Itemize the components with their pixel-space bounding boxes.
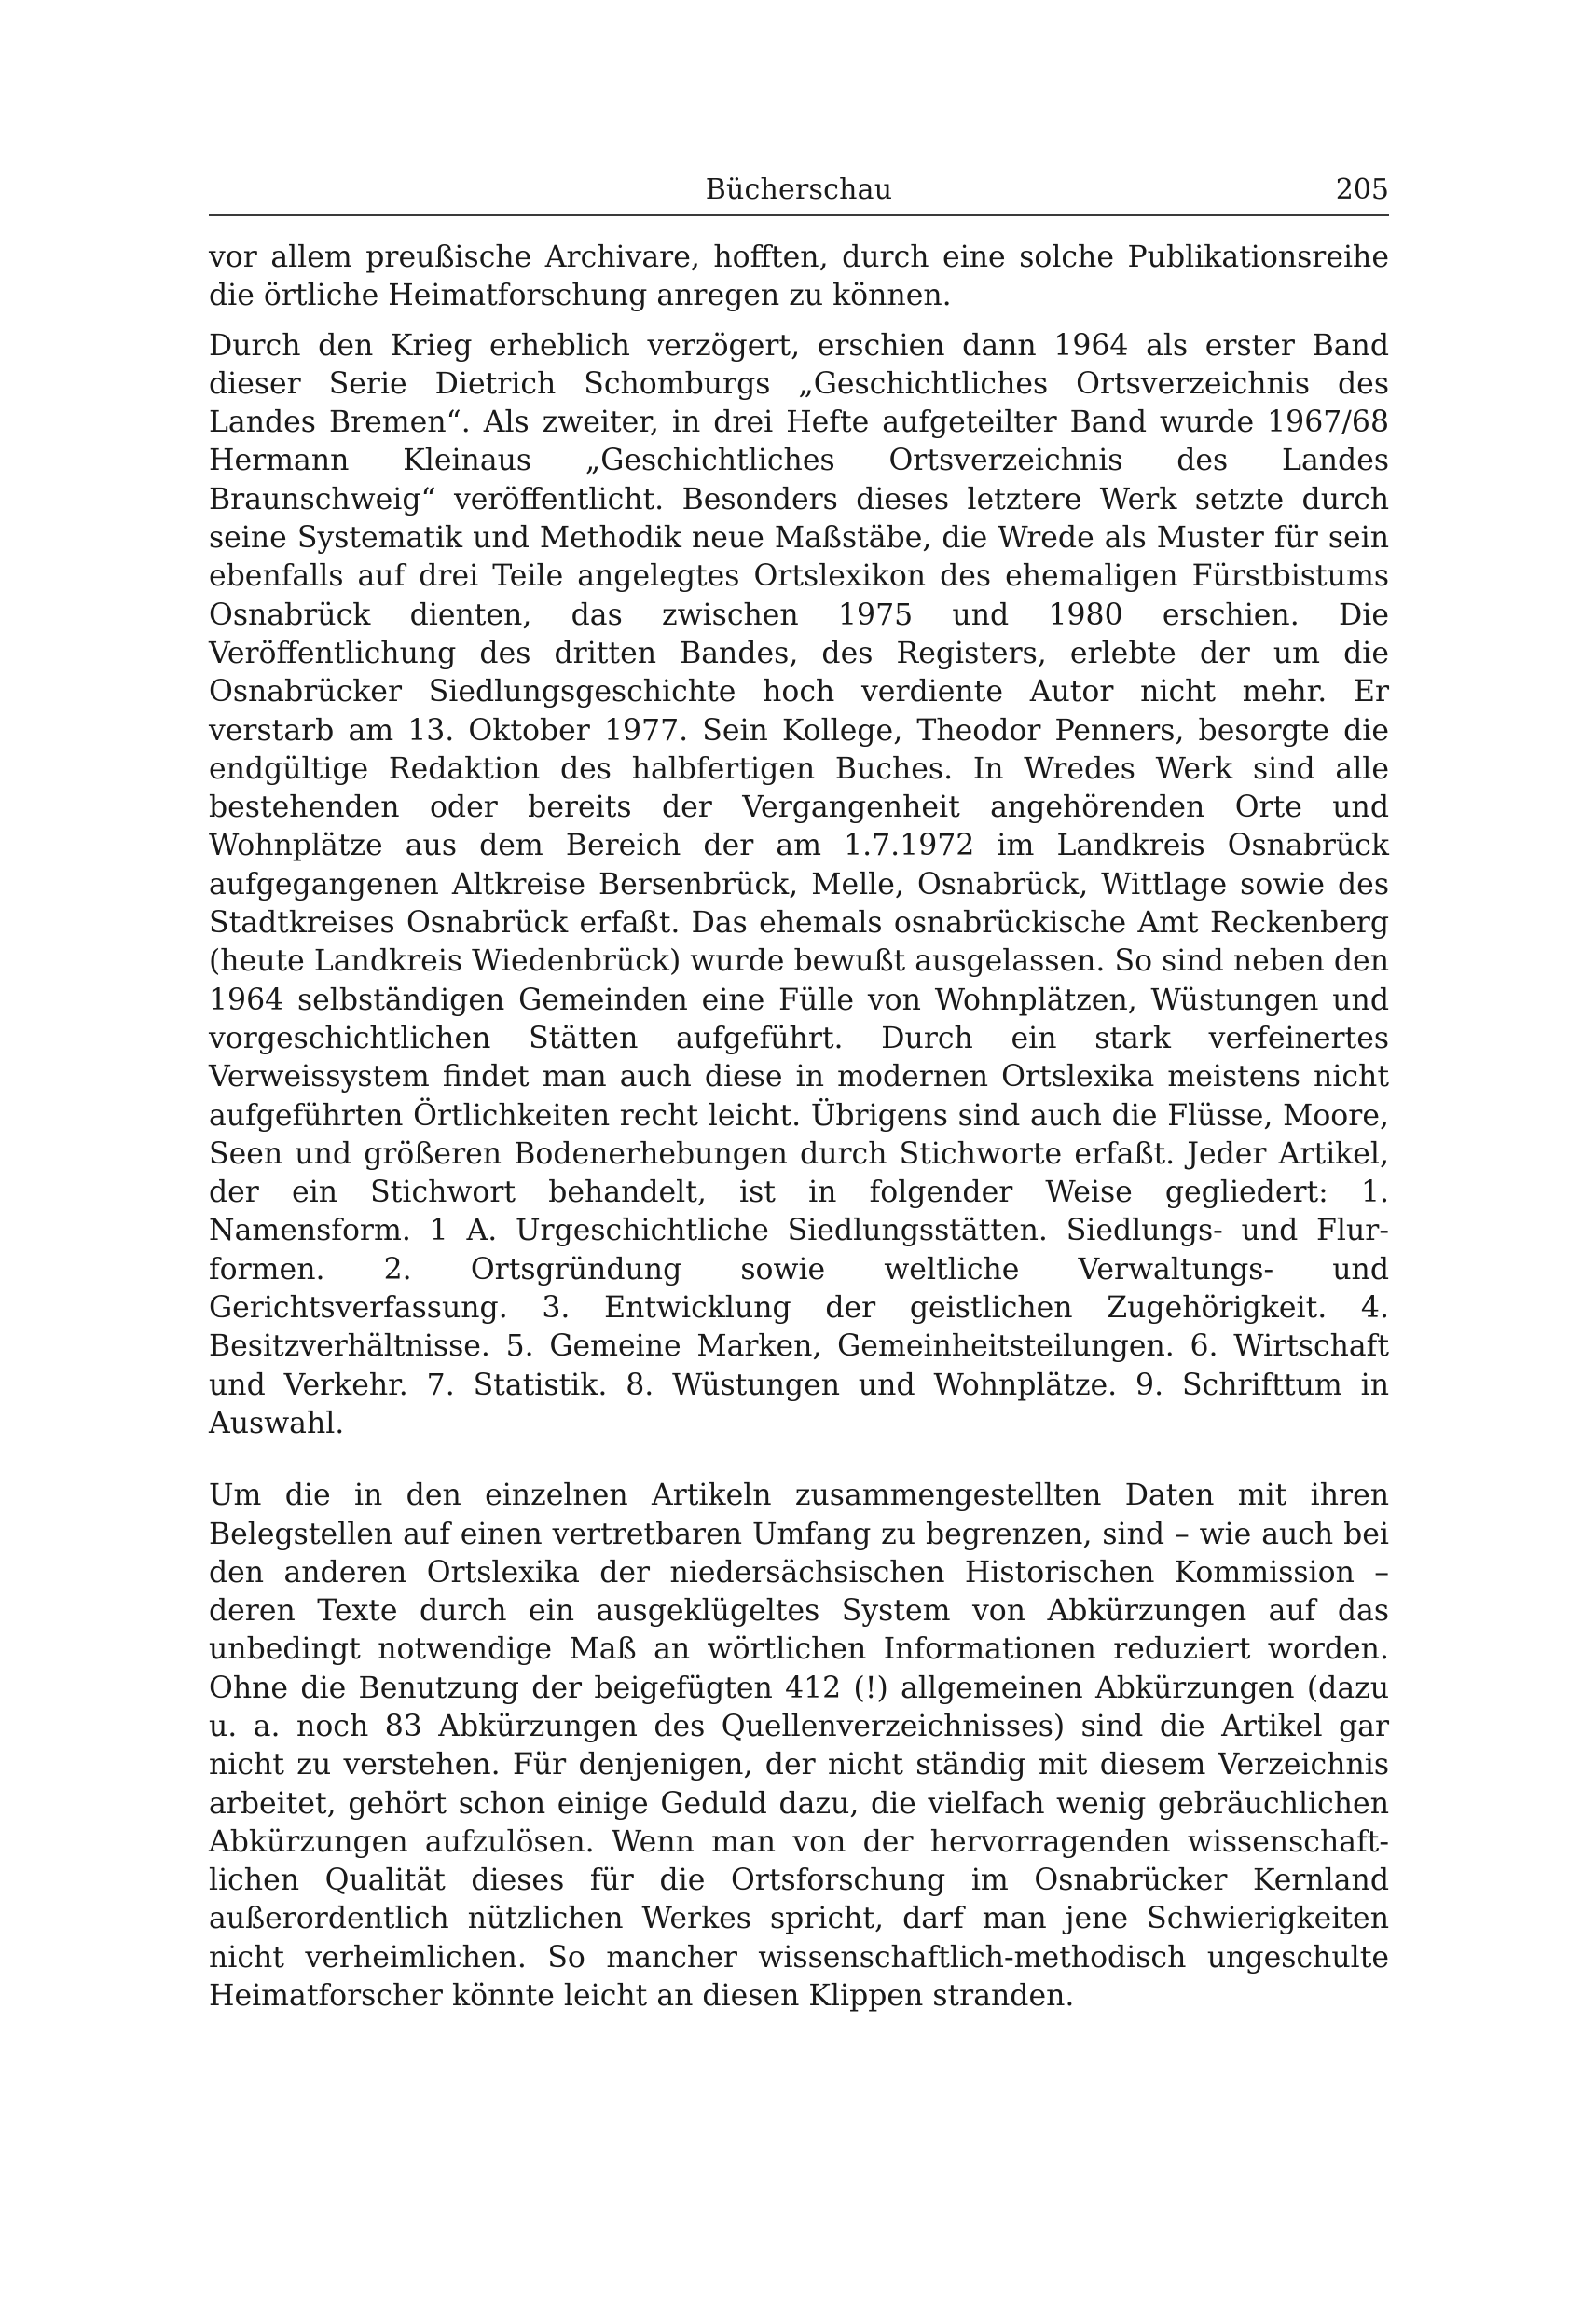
page-number: 205 bbox=[1335, 173, 1389, 206]
paragraph-2: Durch den Krieg erheblich verzögert, erschien dann 1964 als erster Band dieser Serie Dietrich Schomburgs „Geschichtliches Ortsverzeichnis des Landes Bremen“. Als zweiter, in drei Hefte aufgeteilter Band wurde 1967/68 Hermann Kleinaus „Geschichtliches Ortsverzeichnis des Landes Braunschweig“ veröffentlicht. Besonders dieses letztere Werk setzte durch seine Systematik und Methodik neue Maßstäbe, die Wrede als Muster für sein ebenfalls auf drei Teile angelegtes Ortslexikon des ehemaligen Fürstbistums Osnabrück dienten, das zwischen 1975 und 1980 erschien. Die Veröffentlichung des dritten Bandes, des Registers, erlebte der um die Osnabrücker Siedlungsgeschichte hoch verdiente Autor nicht mehr. Er verstarb am 13. Oktober 1977. Sein Kollege, Theodor Penners, besorgte die endgültige Redaktion des halbfertigen Buches. In Wredes Werk sind alle bestehenden oder bereits der Vergangenheit angehörenden Orte und Wohnplätze aus dem Bereich der am 1.7.1972 im Landkreis Osnabrück aufgegangenen Altkreise Bersenbrück, Melle, Osnabrück, Wittlage sowie des Stadtkreises Osnabrück erfaßt. Das ehemals osnabrückische Amt Reckenberg (heute Landkreis Wiedenbrück) wurde bewußt ausgelassen. So sind neben den 1964 selbständigen Gemeinden eine Fülle von Wohnplätzen, Wüstungen und vorgeschichtlichen Stätten aufgeführt. Durch ein stark verfeinertes Verweissystem findet man auch diese in modernen Ortslexika meistens nicht aufgeführten Örtlichkeiten recht leicht. Übrigens sind auch die Flüsse, Moore, Seen und größeren Bodenerhebungen durch Stichworte erfaßt. Jeder Artikel, der ein Stichwort behandelt, ist in folgender Weise gegliedert: 1. Namensform. 1 A. Urgeschichtliche Siedlungsstätten. Siedlungs- und Flurformen. 2. Ortsgründung sowie weltliche Verwaltungs- und Gerichtsverfassung. 3. Entwicklung der geistlichen Zugehörigkeit. 4. Besitzverhältnisse. 5. Gemeine Marken, Gemeinheitsteilungen. 6. Wirtschaft und Verkehr. 7. Statistik. 8. Wüstungen und Wohnplätze. 9. Schrifttum in Auswahl. bbox=[209, 328, 1389, 1440]
body-text bbox=[209, 239, 1389, 2016]
running-header bbox=[209, 168, 1389, 216]
paragraph-1: vor allem preußische Archivare, hofften, durch eine solche Publikationsreihe die örtliche Heimatforschung anregen zu können. bbox=[209, 241, 1389, 313]
paragraph-3: Um die in den einzelnen Artikeln zusammengestellten Daten mit ihren Belegstellen auf einen vertretbaren Umfang zu begrenzen, sind – wie auch bei den anderen Ortslexika der niedersächsischen Historischen Kommission – deren Texte durch ein ausgeklügeltes System von Abkürzungen auf das unbedingt notwendige Maß an wörtlichen Informationen reduziert worden. Ohne die Benutzung der beigefügten 412 (!) allgemeinen Abkürzungen (dazu u. a. noch 83 Abkürzungen des Quellenverzeichnisses) sind die Artikel gar nicht zu verstehen. Für denjenigen, der nicht ständig mit diesem Verzeichnis arbeitet, gehört schon einige Geduld dazu, die vielfach wenig gebräuchlichen Abkürzungen aufzulösen. Wenn man von der hervorragenden wissenschaftlichen Qualität dieses für die Ortsforschung im Osnabrücker Kernland außerordentlich nützlichen Werkes spricht, darf man jene Schwierigkeiten nicht verheimlichen. So mancher wissenschaftlich-methodisch ungeschulte Heimatforscher könnte leicht an diesen Klippen stranden. bbox=[209, 1479, 1389, 2014]
running-title: Bücherschau bbox=[705, 173, 893, 206]
book-page bbox=[209, 168, 1389, 2016]
